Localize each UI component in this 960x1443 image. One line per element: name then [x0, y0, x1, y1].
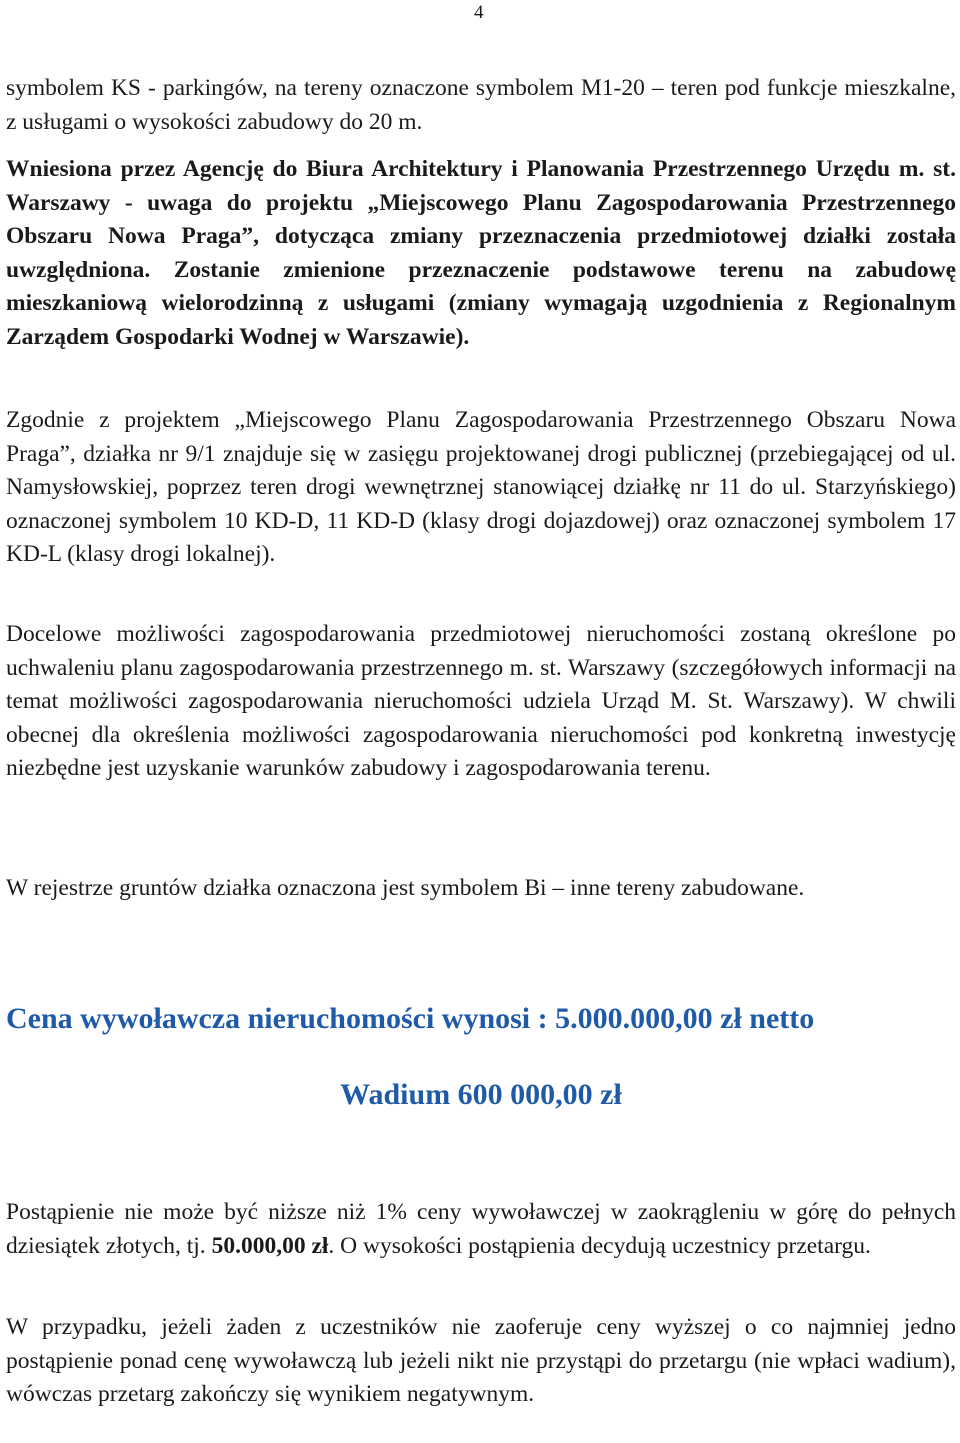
paragraph-negative-result: W przypadku, jeżeli żaden z uczestników nie zaoferuje ceny wyższej o co najmniej jedno postąpienie ponad cenę wywoławczą lub jeżeli nikt nie przystąpi do przetargu (nie wpłaci wadium), wówczas przetarg zakończy się wynikiem negatywnym. — [6, 1314, 956, 1408]
deposit-amount — [0, 1078, 960, 1112]
starting-price: Cena wywoławcza nieruchomości wynosi : 5.000.000,00 zł netto — [6, 1002, 815, 1035]
paragraph-land-use: symbolem KS - parkingów, na tereny oznaczone symbolem M1-20 – teren pod funkcje mieszkalne, z usługami o wysokości zabudowy do 20 m. — [6, 75, 956, 135]
bid-increment-amount: 50.000,00 zł — [211, 1232, 329, 1259]
page-number: 4 — [474, 2, 484, 23]
deposit-text: Wadium 600 000,00 zł — [340, 1078, 622, 1111]
paragraph-bid-increment — [6, 1196, 956, 1263]
paragraph-land-register: W rejestrze gruntów działka oznaczona jest symbolem Bi – inne tereny zabudowane. — [6, 875, 805, 901]
bid-increment-text: Postąpienie nie może być niższe niż 1% ceny wywoławczej w zaokrągleniu w górę do pełnych dziesiątek złotych, tj. — [6, 1199, 956, 1259]
plan-remark-change-text: Zostanie zmienione przeznaczenie podstawowe terenu na zabudowę mieszkaniową wielorodzinną z usługami (zmiany wymagają uzgodnienia z Regionalnym Zarządem Gospodarki Wodnej w Warszawie). — [6, 256, 956, 350]
plan-remark-bold-text: Wniesiona przez Agencję do Biura Architektury i Planowania Przestrzennego Urzędu m. st. Warszawy - uwaga do projektu „Miejscowego Planu Zagospodarowania Przestrzennego Obszaru Nowa Praga”, dotycząca zmiany przeznaczenia przedmiotowej działki została uwzględniona. — [6, 156, 956, 283]
bid-increment-text-end: . O wysokości postąpienia decydują uczestnicy przetargu. — [328, 1232, 871, 1259]
paragraph-plan-remark — [6, 153, 956, 355]
paragraph-road-plan: Zgodnie z projektem „Miejscowego Planu Zagospodarowania Przestrzennego Obszaru Nowa Praga”, działka nr 9/1 znajduje się w zasięgu projektowanej drogi publicznej (przebiegającej od ul. Namysłowskiej, poprzez teren drogi wewnętrznej stanowiącej działkę nr 11 do ul. Starzyńskiego) oznaczonej symbolem 10 KD-D, 11 KD-D (klasy drogi dojazdowej) oraz oznaczonej symbolem 17 KD-L (klasy drogi lokalnej). — [6, 407, 956, 568]
paragraph-development-options: Docelowe możliwości zagospodarowania przedmiotowej nieruchomości zostaną określone po uchwaleniu planu zagospodarowania przestrzennego m. st. Warszawy (szczegółowych informacji na temat możliwości zagospodarowania nieruchomości udziela Urząd M. St. Warszawy). W chwili obecnej dla określenia możliwości zagospodarowania nieruchomości pod konkretną inwestycję niezbędne jest uzyskanie warunków zabudowy i zagospodarowania terenu. — [6, 621, 956, 782]
